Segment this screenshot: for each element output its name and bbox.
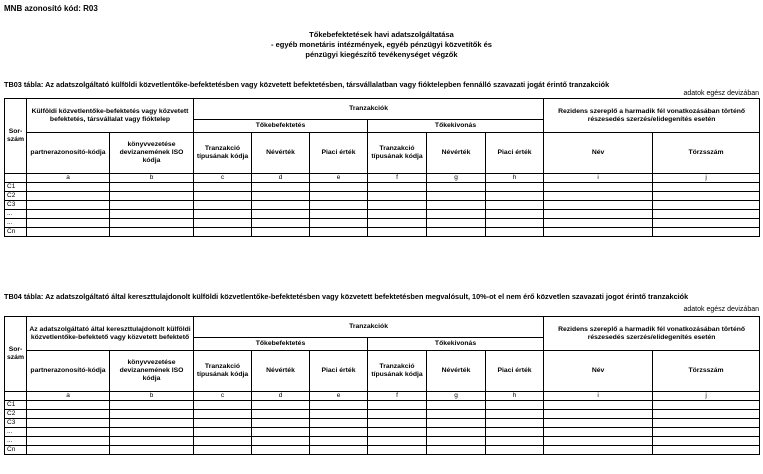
data-cell[interactable] — [427, 219, 486, 228]
col-letter: b — [110, 392, 194, 401]
data-cell[interactable] — [653, 183, 760, 192]
data-cell[interactable] — [110, 437, 194, 446]
data-cell[interactable] — [252, 219, 310, 228]
data-cell[interactable] — [252, 401, 310, 410]
data-cell[interactable] — [368, 228, 427, 237]
data-cell[interactable] — [194, 401, 252, 410]
data-cell[interactable] — [427, 401, 486, 410]
data-cell[interactable] — [194, 201, 252, 210]
data-cell[interactable] — [27, 437, 110, 446]
report-title — [0, 30, 763, 60]
data-cell[interactable] — [110, 446, 194, 455]
data-cell[interactable] — [368, 446, 427, 455]
col-letter: h — [486, 174, 544, 183]
data-cell[interactable] — [653, 219, 760, 228]
table-row — [5, 210, 760, 219]
data-cell[interactable] — [653, 192, 760, 201]
data-cell[interactable] — [310, 446, 368, 455]
data-cell[interactable] — [110, 201, 194, 210]
col-letter: f — [368, 174, 427, 183]
col-letter: f — [368, 392, 427, 401]
data-cell[interactable] — [368, 210, 427, 219]
data-cell[interactable] — [653, 419, 760, 428]
data-cell[interactable] — [544, 437, 653, 446]
data-cell[interactable] — [653, 428, 760, 437]
column-letter-row — [5, 174, 760, 183]
tb03-units: adatok egész devizában — [683, 90, 759, 97]
resident-name-header: Név — [544, 133, 653, 174]
data-cell[interactable] — [110, 228, 194, 237]
data-cell[interactable] — [27, 419, 110, 428]
tb04-caption: TB04 tábla: Az adatszolgáltató által kereszttulajdonolt külföldi közvetlentőke-befektetésben vagy közvetett befektetésben megvalósult, 10%-ot el nem érő közvetlen szavazati jogot érintő tranzakciók — [4, 292, 689, 301]
data-cell[interactable] — [486, 228, 544, 237]
wd-type-header: Tranzakció típusának kódja — [368, 351, 427, 392]
resident-name-header: Név — [544, 351, 653, 392]
data-cell[interactable] — [427, 437, 486, 446]
investments-header: Tőkebefektetés — [194, 338, 368, 351]
resident-reg-header: Törzsszám — [653, 351, 760, 392]
data-cell[interactable] — [252, 210, 310, 219]
sorszam-header: Sor-szám — [5, 99, 27, 174]
data-cell[interactable] — [27, 210, 110, 219]
partner-code-header: partnerazonosító-kódja — [27, 351, 110, 392]
wd-market-header: Piaci érték — [486, 351, 544, 392]
table-row — [5, 201, 760, 210]
tb03-caption: TB03 tábla: Az adatszolgáltató külföldi közvetlentőke-befektetésben vagy közvetett befektetésben, társvállalatban vagy fióktelepben fennálló szavazati jogát érintő tranzakciók — [4, 80, 610, 89]
data-cell[interactable] — [427, 428, 486, 437]
tb03-table — [4, 98, 760, 237]
data-cell[interactable] — [252, 201, 310, 210]
inv-nominal-header: Névérték — [252, 351, 310, 392]
data-cell[interactable] — [427, 446, 486, 455]
table-row — [5, 437, 760, 446]
data-cell[interactable] — [368, 428, 427, 437]
data-cell[interactable] — [653, 201, 760, 210]
data-cell[interactable] — [252, 192, 310, 201]
data-cell[interactable] — [653, 210, 760, 219]
data-cell[interactable] — [368, 437, 427, 446]
data-cell[interactable] — [653, 446, 760, 455]
data-cell[interactable] — [194, 219, 252, 228]
data-cell[interactable] — [110, 410, 194, 419]
col-letter: g — [427, 174, 486, 183]
data-cell[interactable] — [310, 219, 368, 228]
table-row — [5, 410, 760, 419]
data-cell[interactable] — [427, 201, 486, 210]
data-cell[interactable] — [252, 446, 310, 455]
col-letter: g — [427, 392, 486, 401]
wd-nominal-header: Névérték — [427, 133, 486, 174]
data-cell[interactable] — [27, 410, 110, 419]
data-cell[interactable] — [486, 210, 544, 219]
data-cell[interactable] — [110, 428, 194, 437]
mnb-code: MNB azonosító kód: R03 — [4, 4, 98, 13]
title-line-2: - egyéb monetáris intézmények, egyéb pénzügyi közvetítők és — [271, 40, 492, 49]
transactions-header: Tranzakciók — [194, 99, 544, 120]
inv-type-header: Tranzakció típusának kódja — [194, 351, 252, 392]
data-cell[interactable] — [544, 410, 653, 419]
data-cell[interactable] — [252, 410, 310, 419]
col-letter: i — [544, 174, 653, 183]
row-label: ... — [5, 219, 27, 228]
data-cell[interactable] — [252, 228, 310, 237]
data-cell[interactable] — [368, 201, 427, 210]
col-letter: d — [252, 392, 310, 401]
wd-market-header: Piaci érték — [486, 133, 544, 174]
data-cell[interactable] — [194, 428, 252, 437]
data-cell[interactable] — [310, 228, 368, 237]
row-label: ... — [5, 437, 27, 446]
cross-owned-header: Az adatszolgáltató által kereszttulajdonolt külföldi közvetlentőke-befektető vagy közvetett befektető — [27, 317, 194, 351]
data-cell[interactable] — [194, 437, 252, 446]
data-cell[interactable] — [252, 428, 310, 437]
data-cell[interactable] — [310, 183, 368, 192]
data-cell[interactable] — [110, 419, 194, 428]
wd-type-header: Tranzakció típusának kódja — [368, 133, 427, 174]
data-cell[interactable] — [194, 419, 252, 428]
data-cell[interactable] — [427, 410, 486, 419]
data-cell[interactable] — [427, 419, 486, 428]
row-label: C2 — [5, 410, 27, 419]
title-line-3: pénzügyi kiegészítő tevékenységet végzők — [305, 50, 458, 59]
col-letter: c — [194, 174, 252, 183]
tb04-units: adatok egész devizában — [683, 306, 759, 313]
sorszam-header: Sor-szám — [5, 317, 27, 392]
data-cell[interactable] — [427, 183, 486, 192]
data-cell[interactable] — [27, 219, 110, 228]
data-cell[interactable] — [544, 192, 653, 201]
row-label: C1 — [5, 183, 27, 192]
partner-code-header: partnerazonosító-kódja — [27, 133, 110, 174]
col-letter: a — [27, 392, 110, 401]
data-cell[interactable] — [368, 219, 427, 228]
column-letter-row — [5, 392, 760, 401]
data-cell[interactable] — [310, 401, 368, 410]
data-cell[interactable] — [486, 437, 544, 446]
title-line-1: Tőkebefektetések havi adatszolgáltatása — [309, 30, 454, 39]
currency-code-header: könyvvezetése devizanemének ISO kódja — [110, 351, 194, 392]
data-cell[interactable] — [110, 192, 194, 201]
row-label: Cn — [5, 228, 27, 237]
row-label: C2 — [5, 192, 27, 201]
foreign-entity-header: Külföldi közvetlentőke-befektetés vagy közvetett befektetés, társvállalat vagy fióktelep — [27, 99, 194, 133]
data-cell[interactable] — [27, 401, 110, 410]
data-cell[interactable] — [368, 183, 427, 192]
data-cell[interactable] — [486, 192, 544, 201]
data-cell[interactable] — [544, 210, 653, 219]
data-cell[interactable] — [310, 437, 368, 446]
data-cell[interactable] — [486, 419, 544, 428]
withdrawals-header: Tőkekivonás — [368, 120, 544, 133]
row-label: ... — [5, 210, 27, 219]
resident-header: Rezidens szereplő a harmadik fél vonatkozásában történő részesedés szerzés/elidegenítés esetén — [544, 317, 760, 351]
data-cell[interactable] — [544, 401, 653, 410]
data-cell[interactable] — [252, 437, 310, 446]
table-row — [5, 183, 760, 192]
data-cell[interactable] — [427, 228, 486, 237]
data-cell[interactable] — [310, 428, 368, 437]
data-cell[interactable] — [544, 428, 653, 437]
data-cell[interactable] — [653, 228, 760, 237]
data-cell[interactable] — [310, 210, 368, 219]
data-cell[interactable] — [27, 192, 110, 201]
data-cell[interactable] — [27, 183, 110, 192]
data-cell[interactable] — [252, 183, 310, 192]
resident-header: Rezidens szereplő a harmadik fél vonatkozásában történő részesedés szerzés/elidegenítés esetén — [544, 99, 760, 133]
row-label: C3 — [5, 419, 27, 428]
row-label: C3 — [5, 201, 27, 210]
inv-market-header: Piaci érték — [310, 133, 368, 174]
data-cell[interactable] — [110, 401, 194, 410]
col-letter: a — [27, 174, 110, 183]
transactions-header: Tranzakciók — [194, 317, 544, 338]
data-cell[interactable] — [27, 228, 110, 237]
investments-header: Tőkebefektetés — [194, 120, 368, 133]
table-row — [5, 219, 760, 228]
data-cell[interactable] — [544, 219, 653, 228]
col-letter: j — [653, 174, 760, 183]
data-cell[interactable] — [486, 183, 544, 192]
data-cell[interactable] — [486, 219, 544, 228]
table-row — [5, 446, 760, 455]
table-row — [5, 228, 760, 237]
data-cell[interactable] — [368, 401, 427, 410]
wd-nominal-header: Névérték — [427, 351, 486, 392]
data-cell[interactable] — [544, 419, 653, 428]
data-cell[interactable] — [194, 446, 252, 455]
data-cell[interactable] — [653, 437, 760, 446]
data-cell[interactable] — [368, 192, 427, 201]
col-letter: d — [252, 174, 310, 183]
data-cell[interactable] — [27, 428, 110, 437]
col-letter: e — [310, 174, 368, 183]
data-cell[interactable] — [27, 201, 110, 210]
data-cell[interactable] — [486, 428, 544, 437]
data-cell[interactable] — [310, 192, 368, 201]
row-label: ... — [5, 428, 27, 437]
data-cell[interactable] — [310, 410, 368, 419]
inv-nominal-header: Névérték — [252, 133, 310, 174]
row-label: C1 — [5, 401, 27, 410]
col-letter: c — [194, 392, 252, 401]
currency-code-header: könyvvezetése devizanemének ISO kódja — [110, 133, 194, 174]
table-row — [5, 401, 760, 410]
table-row — [5, 192, 760, 201]
data-cell[interactable] — [194, 183, 252, 192]
inv-market-header: Piaci érték — [310, 351, 368, 392]
data-cell[interactable] — [544, 183, 653, 192]
data-cell[interactable] — [653, 410, 760, 419]
table-row — [5, 428, 760, 437]
data-cell[interactable] — [194, 410, 252, 419]
data-cell[interactable] — [110, 210, 194, 219]
col-letter: e — [310, 392, 368, 401]
data-cell[interactable] — [486, 410, 544, 419]
data-cell[interactable] — [368, 419, 427, 428]
data-cell[interactable] — [544, 201, 653, 210]
withdrawals-header: Tőkekivonás — [368, 338, 544, 351]
data-cell[interactable] — [427, 192, 486, 201]
data-cell[interactable] — [110, 219, 194, 228]
data-cell[interactable] — [194, 228, 252, 237]
data-cell[interactable] — [310, 419, 368, 428]
data-cell[interactable] — [252, 419, 310, 428]
data-cell[interactable] — [427, 210, 486, 219]
data-cell[interactable] — [194, 192, 252, 201]
resident-reg-header: Törzsszám — [653, 133, 760, 174]
table-row — [5, 419, 760, 428]
data-cell[interactable] — [486, 401, 544, 410]
row-label: Cn — [5, 446, 27, 455]
data-cell[interactable] — [368, 410, 427, 419]
data-cell[interactable] — [194, 210, 252, 219]
col-letter: i — [544, 392, 653, 401]
data-cell[interactable] — [544, 228, 653, 237]
data-cell[interactable] — [486, 446, 544, 455]
col-letter: h — [486, 392, 544, 401]
data-cell[interactable] — [544, 446, 653, 455]
col-letter: j — [653, 392, 760, 401]
data-cell[interactable] — [486, 201, 544, 210]
data-cell[interactable] — [653, 401, 760, 410]
data-cell[interactable] — [110, 183, 194, 192]
inv-type-header: Tranzakció típusának kódja — [194, 133, 252, 174]
data-cell[interactable] — [27, 446, 110, 455]
tb04-table — [4, 316, 760, 455]
col-letter: b — [110, 174, 194, 183]
data-cell[interactable] — [310, 201, 368, 210]
